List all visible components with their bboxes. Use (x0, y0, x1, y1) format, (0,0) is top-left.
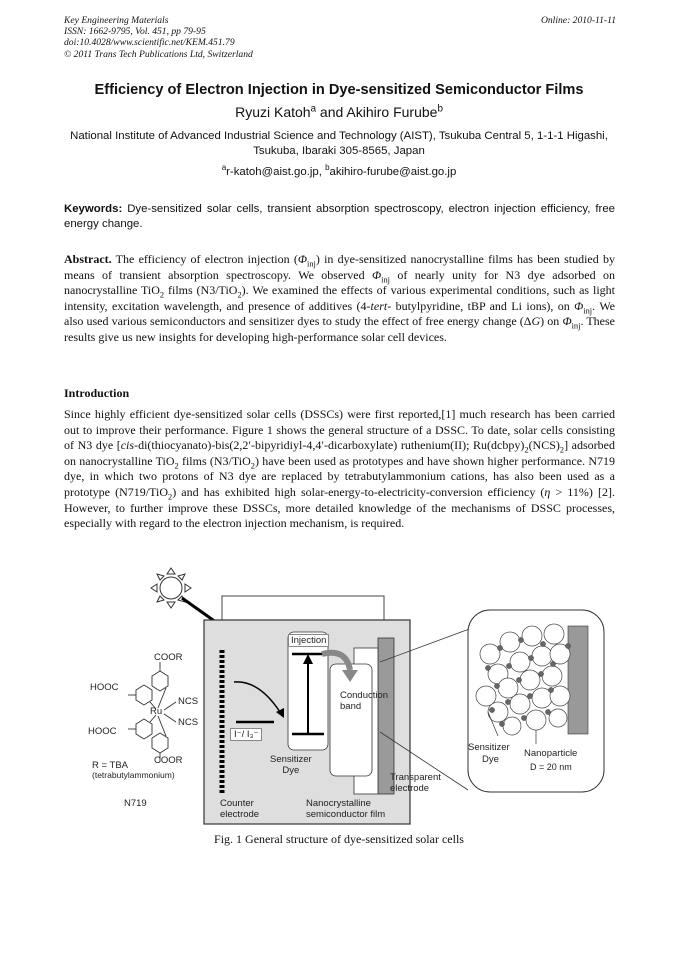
abstract-text: The efficiency of electron injection ( (111, 252, 298, 266)
eta-symbol: η (544, 484, 551, 499)
intro-text: ) and has exhibited high solar-energy-to-electricity-conversion efficiency ( (172, 484, 545, 499)
abstract-label: Abstract. (64, 252, 112, 266)
external-circuit (222, 596, 384, 620)
author-2-sup: b (437, 103, 443, 115)
abstract-text: ) in dye-sensitized nanocrystalline films has been studied by means of transient absorption spectroscopy. We observed (64, 252, 615, 282)
paper-title: Efficiency of Electron Injection in Dye-sensitized Semiconductor Films (94, 82, 584, 98)
inset-diameter-label: D = 20 nm (530, 762, 572, 772)
phi-symbol: Φ (297, 252, 308, 266)
copyright: © 2011 Trans Tech Publications Ltd, Switzerland (64, 48, 253, 60)
phi-symbol: Φ (372, 267, 382, 282)
ncs-1-label: NCS (178, 696, 199, 707)
hooc-top-label: HOOC (90, 682, 119, 693)
intro-text: (NCS) (528, 438, 560, 453)
sub-2: 2 (559, 445, 565, 455)
doi: doi:10.4028/www.scientific.net/KEM.451.79 (64, 37, 235, 49)
n719-label: N719 (124, 798, 147, 809)
sub-2: 2 (168, 492, 173, 502)
affiliation: National Institute of Advanced Industrial Science and Technology (AIST), Tsukuba Central 5, 1-1-1 Higashi, Tsukuba, Ibaraki 305-8565, Japan (70, 130, 608, 157)
abstract (64, 252, 615, 345)
author-2: Akihiro Furube (346, 104, 438, 120)
keywords-label: Keywords: (64, 203, 123, 215)
intro-text: -di(thiocyanato)-bis(2,2′-bipyridiyl-4,4′-dicarboxylate) ruthenium(II); Ru(dcbpy) (134, 438, 525, 453)
keywords-text: Dye-sensitized solar cells, transient absorption spectroscopy, electron injection efficiency, free energy change. (64, 203, 615, 230)
author-and: and (316, 104, 347, 120)
inset-electrode (568, 626, 588, 734)
abstract-text: ). We examined the effects of various experimental conditions, such as light intensity, excitation wavelength, and presence of additives (4- (64, 283, 616, 313)
author-1-sup: a (310, 103, 317, 115)
email-a-sup: a (221, 163, 227, 173)
abstract-text: . We also used various semiconductors and sensitizer dyes to study the effect of free energy change (Δ (64, 298, 616, 328)
redox-couple-label: I⁻/ I₃⁻ (230, 728, 262, 741)
email-b-sup: b (325, 163, 330, 173)
sensitizer-dye-label: Sensitizer Dye (270, 754, 312, 776)
keywords (64, 202, 615, 231)
introduction-paragraph (64, 407, 615, 532)
email-b: akihiro-furube@aist.go.jp (329, 166, 457, 178)
transparent-electrode-label: Transparent electrode (390, 772, 441, 794)
abstract-text: ) on (540, 314, 563, 328)
phi-symbol: Φ (574, 298, 584, 313)
section-heading-introduction: Introduction (64, 386, 130, 400)
cis-italic: cis (120, 438, 135, 453)
email-a: r-katoh@aist.go.jp, (226, 166, 326, 178)
ncs-2-label: NCS (178, 717, 199, 728)
injection-label: Injection (288, 634, 329, 647)
inset-sensitizer-label: Sensitizer (468, 742, 510, 753)
intro-text: ] adsorbed on nanocrystalline TiO (64, 438, 615, 468)
intro-text: ) have been used as prototypes and have shown higher performance. N719 dye, in which two protons of N3 dye are replaced by tetrabutylammonium cations, has also been used as a prototype (N719/TiO (64, 453, 616, 499)
sub-2: 2 (237, 290, 242, 300)
figure-caption: Fig. 1 General structure of dye-sensitized solar cells (214, 832, 464, 846)
issn: ISSN: 1662-9795, Vol. 451, pp 79-95 (64, 26, 206, 38)
sub-2: 2 (524, 445, 529, 455)
coor-bottom-label: COOR (154, 755, 183, 766)
emails (40, 163, 638, 178)
conduction-band-label: Conduction band (340, 690, 389, 712)
abstract-text: films (N3/TiO (164, 283, 238, 297)
online-date: Online: 2010-11-11 (540, 15, 616, 26)
phi-symbol: Φ (562, 314, 572, 328)
sun-icon (151, 568, 191, 608)
coor-top-label: COOR (154, 652, 183, 663)
journal-header (64, 15, 616, 60)
semiconductor-film-label: Nanocrystalline semiconductor film (306, 798, 386, 820)
tert-italic: tert (370, 298, 388, 313)
abstract-text: . These results give us new insights for developing high-performance solar cell devices. (64, 314, 616, 344)
inset-nanoparticle-label: Nanoparticle (524, 748, 578, 759)
inj-sub: inj (583, 305, 593, 315)
counter-electrode-label: Counter electrode (220, 798, 260, 820)
intro-text: films (N3/TiO (178, 453, 251, 468)
abstract-text: - butylpyridine, tBP and Li ions), on (387, 298, 575, 313)
ru-label: Ru (150, 706, 163, 717)
intro-text: > 11%) [2]. However, to further improve these DSSCs, more detailed knowledge of the mechanisms of DSSC processes, especially with regard to the electron injection mechanism, is required. (64, 484, 615, 531)
inj-sub: inj (381, 274, 390, 284)
journal-name: Key Engineering Materials (64, 15, 169, 26)
sub-2: 2 (174, 461, 179, 471)
sub-2: 2 (250, 461, 255, 471)
abstract-text: of nearly unity for N3 dye adsorbed on nanocrystalline TiO (64, 267, 616, 297)
hooc-bottom-label: HOOC (88, 726, 117, 737)
transparent-electrode (378, 638, 394, 794)
intro-text: Since highly efficient dye-sensitized solar cells (DSSCs) were first reported,[1] much research has been carried out to improve their performance. Figure 1 shows the general structure of a DSSC. To date, solar cells consisting of N3 dye [ (64, 407, 615, 453)
sub-2: 2 (159, 290, 165, 300)
inj-sub: inj (571, 321, 581, 331)
tetrabutyl-label: (tetrabutylammonium) (92, 770, 175, 780)
author-1: Ryuzi Katoh (235, 104, 311, 120)
inset-dye-label: Dye (482, 754, 499, 765)
inj-sub: inj (307, 259, 316, 269)
conduction-box (330, 664, 372, 776)
r-tba-label: R = TBA (92, 760, 128, 771)
g-italic: G (531, 314, 541, 328)
authors (40, 104, 638, 120)
figure-1 (84, 562, 624, 830)
